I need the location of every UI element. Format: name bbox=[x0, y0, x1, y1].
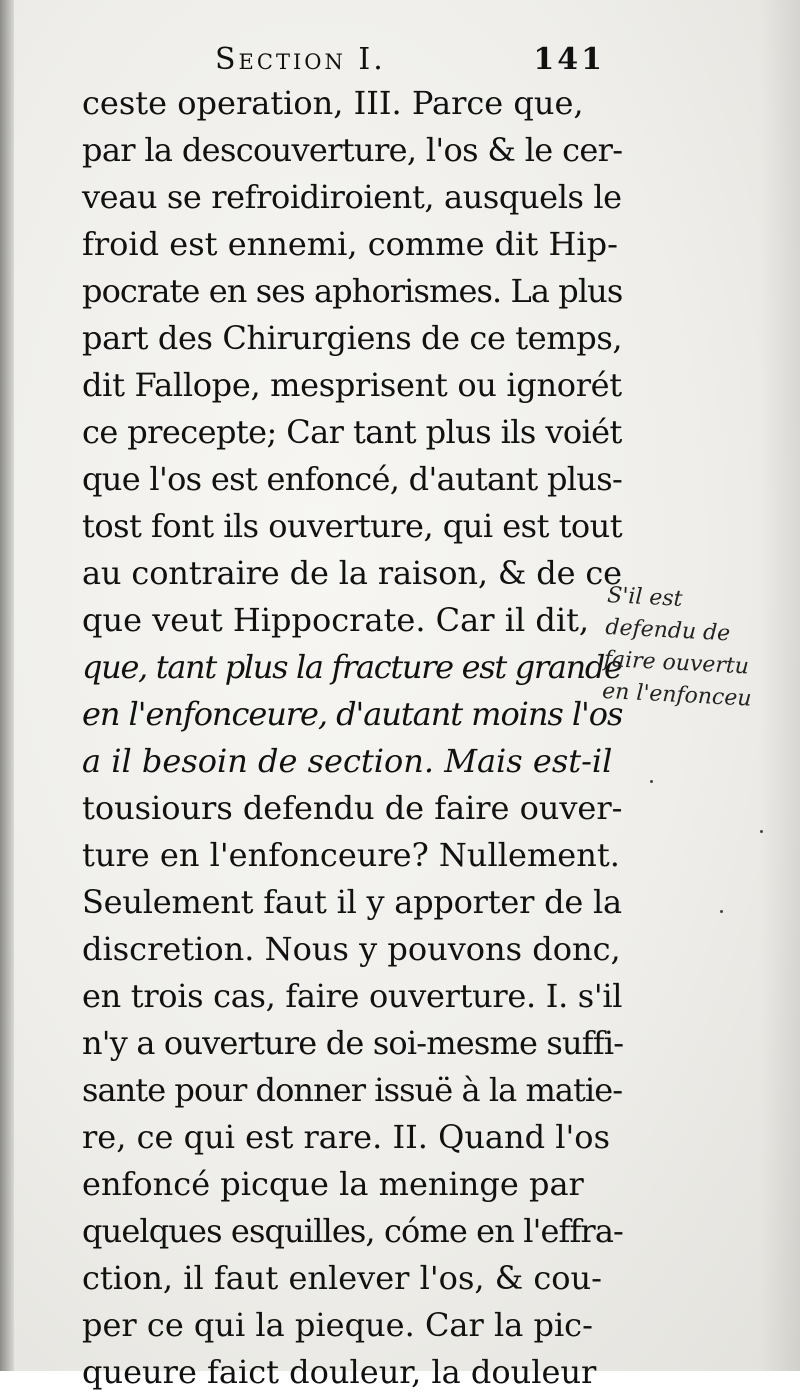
page-number: 141 bbox=[533, 42, 605, 77]
marginal-note-line: faire ouvertu bbox=[603, 646, 750, 680]
text-line: ction, il faut enlever l'os, & cou- bbox=[82, 1259, 602, 1297]
text-line: tost font ils ouverture, qui est tout bbox=[82, 507, 623, 545]
page-gutter-shadow bbox=[0, 0, 14, 1371]
text-line: sante pour donner issuë à la matie- bbox=[82, 1071, 623, 1109]
text-line: queure faict douleur, la douleur bbox=[82, 1353, 597, 1391]
handwritten-marginal-note bbox=[601, 580, 799, 718]
text-line: enfoncé picque la meninge par bbox=[82, 1165, 584, 1203]
text-line: Seulement faut il y apporter de la bbox=[82, 883, 622, 921]
text-line: tousiours defendu de faire ouver- bbox=[82, 789, 623, 827]
text-line: que l'os est enfoncé, d'autant plus- bbox=[82, 460, 623, 498]
text-line: pocrate en ses aphorismes. La plus bbox=[82, 272, 623, 310]
text-line: que, tant plus la fracture est grande bbox=[82, 648, 622, 686]
text-line: discretion. Nous y pouvons donc, bbox=[82, 930, 621, 968]
text-line: en trois cas, faire ouverture. I. s'il bbox=[82, 977, 623, 1015]
running-head bbox=[215, 42, 605, 82]
text-line: re, ce qui est rare. II. Quand l'os bbox=[82, 1118, 610, 1156]
ink-specks bbox=[600, 760, 800, 960]
text-line: ture en l'enfonceure? Nullement. bbox=[82, 836, 620, 874]
text-line: au contraire de la raison, & de ce bbox=[82, 554, 622, 592]
text-line: en l'enfonceure, d'autant moins l'os bbox=[82, 695, 623, 733]
text-line: veau se refroidiroient, ausquels le bbox=[82, 178, 622, 216]
text-line: n'y a ouverture de soi-mesme suffi- bbox=[82, 1024, 624, 1062]
body-text bbox=[82, 80, 622, 1396]
text-line: a il besoin de section. Mais est-il bbox=[82, 742, 613, 780]
marginal-note-line: defendu de bbox=[604, 614, 731, 647]
text-line: quelques esquilles, cóme en l'effra- bbox=[82, 1212, 623, 1250]
marginal-note-line: en l'enfonceu bbox=[601, 678, 753, 712]
text-line: dit Fallope, mesprisent ou ignorét bbox=[82, 366, 622, 404]
text-line: ce precepte; Car tant plus ils voiét bbox=[82, 413, 622, 451]
text-line: part des Chirurgiens de ce temps, bbox=[82, 319, 623, 357]
text-line: froid est ennemi, comme dit Hip- bbox=[82, 225, 618, 263]
text-line: par la descouverture, l'os & le cer- bbox=[82, 131, 623, 169]
running-title: Section I. bbox=[215, 42, 386, 77]
text-line: ceste operation, III. Parce que, bbox=[82, 84, 584, 122]
text-line: que veut Hippocrate. Car il dit, bbox=[82, 601, 590, 639]
marginal-note-line: S'il est bbox=[606, 582, 684, 612]
text-line: per ce qui la pieque. Car la pic- bbox=[82, 1306, 593, 1344]
